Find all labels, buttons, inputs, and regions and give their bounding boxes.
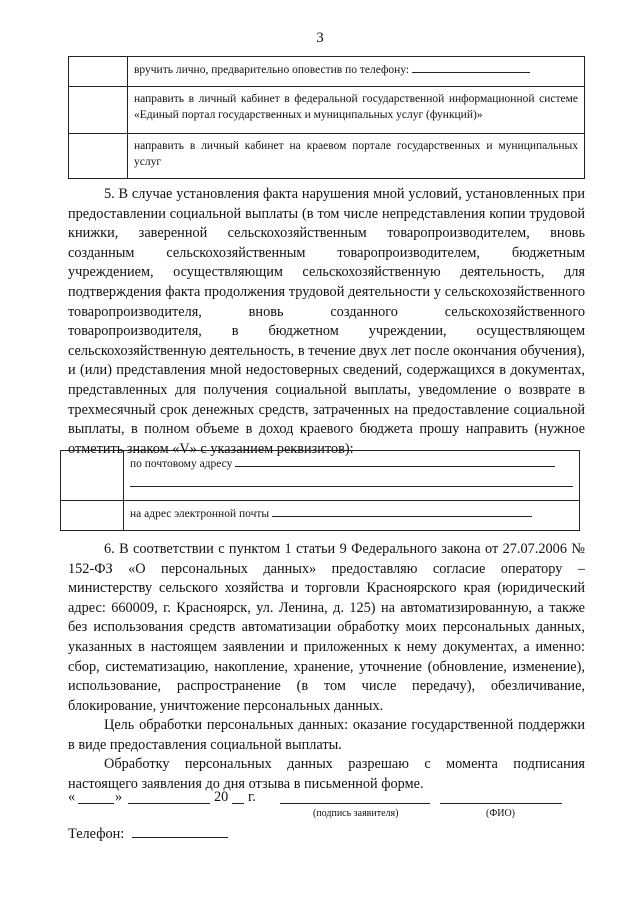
notification-options-table	[60, 450, 580, 531]
delivery-options-table	[68, 56, 585, 179]
full-name-blank[interactable]	[440, 790, 562, 804]
day-blank[interactable]	[78, 790, 114, 804]
delivery-option-in-person	[128, 57, 585, 87]
date-open-quote: «	[68, 789, 76, 805]
signature-caption: (подпись заявителя)	[313, 808, 399, 819]
notify-option-postal	[124, 451, 580, 501]
delivery-checkbox-gosuslugi[interactable]	[69, 87, 128, 134]
section-5-text: 5. В случае установления факта нарушения мной условий, установленных при предоставлении социальной выплаты (в том числе непредставления копии трудовой книжки, заверенной сельскохозяйственным товаропроизводителем, вновь созданным сельскохозяйственным товаропроизводителем, бюджетным учреждением, осуществляющим сельскохозяйственную деятельность, для подтверждения факта продолжения трудовой деятельности у сельскохозяйственного товаропроизводителя, вновь созданного сельскохозяйственного товаропроизводителя, в бюджетном учреждении, осуществляющем сельскохозяйственную деятельность, в течение двух лет после окончания обучения), и (или) представления мной недостоверных сведений, содержащихся в документах, представленных для получения социальной выплаты, уведомление о возврате в трехмесячный срок денежных средств, затраченных на предоставление социальной выплаты, в полном объеме в доход краевого бюджета прошу направить (нужное отметить знаком «V» с указанием реквизитов):	[68, 186, 585, 457]
notify-checkbox-email[interactable]	[61, 501, 124, 531]
notify-postal-label: по почтовому адресу	[130, 458, 233, 470]
notify-email-label: на адрес электронной почты	[130, 508, 270, 520]
notify-checkbox-postal[interactable]	[61, 451, 124, 501]
year-prefix: 20	[214, 789, 229, 805]
page-number: 3	[316, 30, 324, 46]
signature-row	[68, 789, 585, 809]
postal-address-blank-2[interactable]	[130, 474, 573, 487]
year-blank[interactable]	[232, 790, 244, 804]
phone-label: Телефон:	[68, 826, 125, 842]
delivery-option-gosuslugi: направить в личный кабинет в федеральной государственной информационной системе «Единый портал государственных и муниципальных услуг (функций)»	[128, 87, 585, 134]
section-6-text: 6. В соответствии с пунктом 1 статьи 9 Федерального закона от 27.07.2006 № 152-ФЗ «О персональных данных» предоставляю согласие оператору – министерству сельского хозяйства и торговли Красноярского края (юридический адрес: 660009, г. Красноярск, ул. Ленина, д. 125) на автоматизированную, а также без использования средств автоматизации обработку моих персональных данных, указанных в настоящем заявлении и приложенных к нему документах, а именно: сбор, систематизацию, накопление, хранение, уточнение (обновление, изменение), использование, распространение (в том числе передачу), обезличивание, блокирование, уничтожение персональных данных.	[68, 541, 585, 714]
delivery-option-regional-portal: направить в личный кабинет на краевом портале государственных и муниципальных услуг	[128, 134, 585, 179]
consent-period-text: Обработку персональных данных разрешаю с момента подписания настоящего заявления до дня отзыва в письменной форме.	[68, 756, 585, 792]
full-name-caption: (ФИО)	[486, 808, 516, 819]
delivery-checkbox-in-person[interactable]	[69, 57, 128, 87]
notify-option-email	[124, 501, 580, 531]
purpose-text: Цель обработки персональных данных: оказание государственной поддержки в виде предоставления социальной выплаты.	[68, 717, 585, 753]
signature-blank[interactable]	[280, 790, 430, 804]
delivery-option-label: вручить лично, предварительно оповестив по телефону:	[134, 64, 410, 76]
delivery-checkbox-regional-portal[interactable]	[69, 134, 128, 179]
date-close-quote: »	[115, 789, 123, 805]
phone-blank[interactable]	[412, 61, 530, 73]
year-suffix: г.	[248, 789, 256, 805]
email-blank[interactable]	[272, 505, 532, 517]
phone-number-blank[interactable]	[132, 826, 228, 838]
month-blank[interactable]	[128, 790, 210, 804]
postal-address-blank[interactable]	[235, 455, 555, 467]
phone-row	[68, 826, 228, 843]
